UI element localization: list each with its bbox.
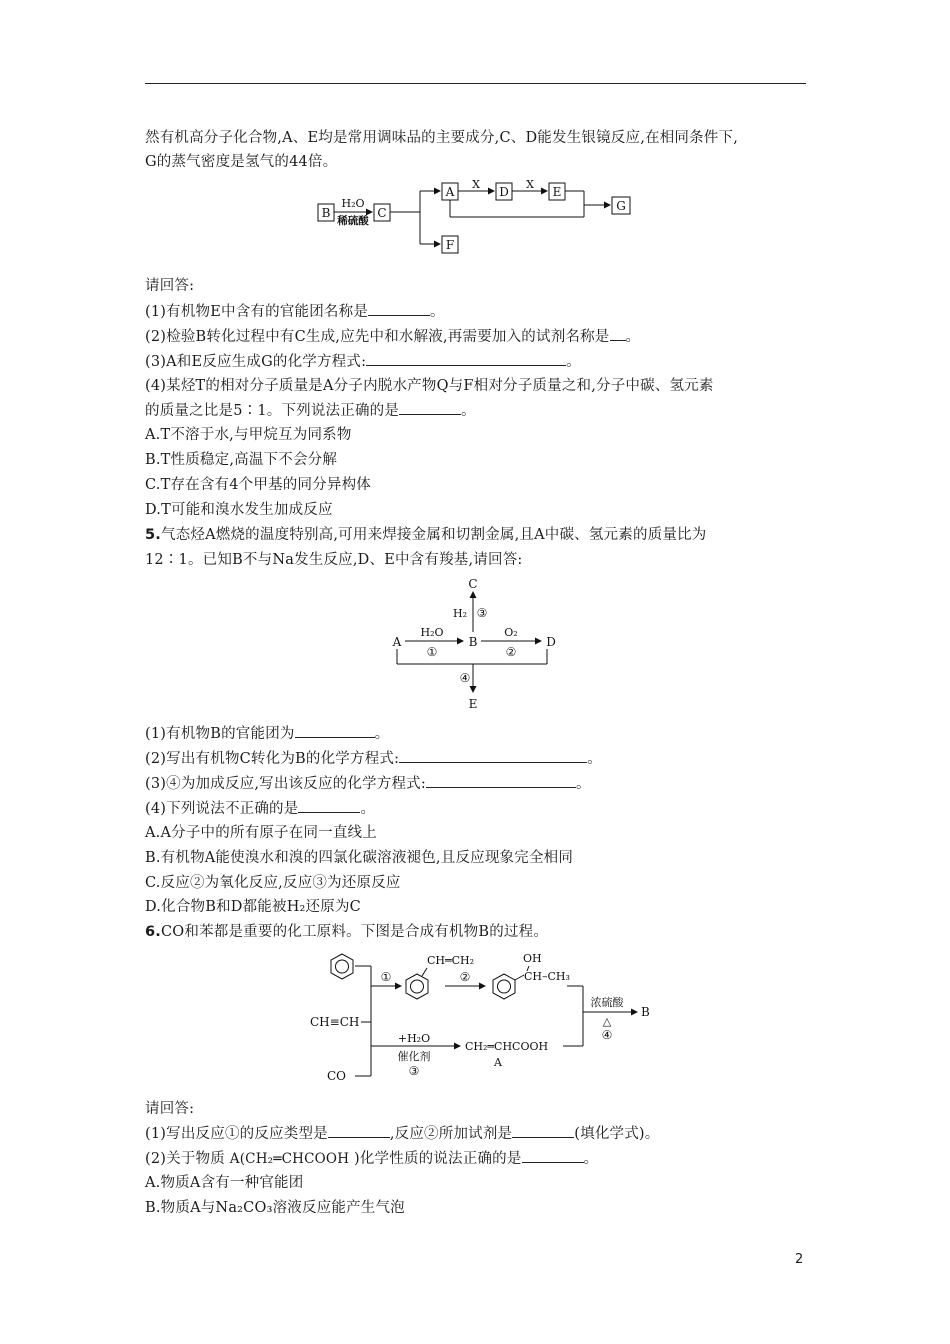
alcohol-chain: CH–CH₃ — [524, 970, 570, 983]
q5-sub-2: (2)写出有机物C转化为B的化学方程式: 。 — [145, 748, 602, 769]
q4-sub-2: (2)检验B转化过程中有C生成,应先中和水解液,再需要加入的试剂名称是 。 — [145, 326, 640, 347]
label-x-2: X — [526, 178, 534, 191]
node-B: B — [468, 635, 478, 649]
page-number: 2 — [795, 1252, 804, 1267]
benzene-ring — [406, 974, 428, 999]
label-x-1: X — [472, 178, 480, 191]
label-conc-acid: 浓硫酸 — [590, 996, 624, 1009]
answer-blank[interactable] — [328, 1123, 390, 1138]
answer-blank[interactable] — [610, 326, 626, 341]
q4-sub-4b: 的质量之比是5∶1。下列说法正确的是 。 — [145, 400, 476, 421]
label-step-2: ② — [505, 645, 517, 659]
label-step-4: ④ — [601, 1028, 613, 1042]
answer-blank[interactable] — [399, 400, 461, 415]
reaction-diagram-1 — [310, 176, 640, 258]
node-C: C — [468, 577, 478, 591]
node-E: E — [468, 697, 478, 711]
intro-line-1: 然有机高分子化合物,A、E均是常用调味品的主要成分,C、D能发生银镜反应,在相同条件下, — [145, 130, 739, 146]
q4-option-b: B.T性质稳定,高温下不会分解 — [145, 452, 338, 468]
styrene-chain: CH═CH₂ — [427, 954, 475, 967]
reactant-co: CO — [327, 1069, 347, 1083]
label-o2: O₂ — [504, 626, 518, 639]
q6-sub-2: (2)关于物质 A(CH₂═CHCOOH )化学性质的说法正确的是 。 — [145, 1148, 598, 1169]
intro-line-2: G的蒸气密度是氢气的44倍。 — [145, 154, 338, 170]
q5-option-b: B.有机物A能使溴水和溴的四氯化碳溶液褪色,且反应现象完全相同 — [145, 850, 574, 866]
answer-blank[interactable] — [366, 351, 566, 366]
label-heat: △ — [602, 1015, 612, 1028]
q5-sub-1: (1)有机物B的官能团为 。 — [145, 723, 389, 744]
synthesis-diagram — [305, 946, 655, 1086]
node-F: F — [445, 238, 455, 252]
q5-option-c: C.反应②为氧化反应,反应③为还原反应 — [145, 875, 401, 891]
benzene-ring — [493, 974, 515, 999]
q5-stem-2: 12∶1。已知B不与Na发生反应,D、E中含有羧基,请回答: — [145, 552, 523, 568]
label-step-3: ③ — [408, 1064, 420, 1078]
product-b-label: B — [641, 1005, 650, 1019]
answer-blank[interactable] — [298, 798, 360, 813]
q5-option-d: D.化合物B和D都能被H₂还原为C — [145, 899, 361, 915]
product-a-label: A — [494, 1056, 502, 1069]
label-step-1: ① — [380, 970, 392, 984]
q4-sub-4a: (4)某烃T的相对分子质量是A分子内脱水产物Q与F相对分子质量之和,分子中碳、氢元素 — [145, 378, 714, 394]
q4-option-c: C.T存在含有4个甲基的同分异构体 — [145, 477, 371, 493]
q4-prompt: 请回答: — [145, 278, 195, 294]
node-A: A — [392, 635, 402, 649]
q6-stem: 6.CO和苯都是重要的化工原料。下图是合成有机物B的过程。 — [145, 924, 549, 940]
label-h2o: H₂O — [341, 197, 365, 210]
q6-prompt: 请回答: — [145, 1101, 195, 1117]
q5-stem-1: 5.气态烃A燃烧的温度特别高,可用来焊接金属和切割金属,且A中碳、氢元素的质量比为 — [145, 527, 707, 543]
node-D: D — [499, 185, 509, 199]
q5-sub-4: (4)下列说法不正确的是 。 — [145, 798, 375, 819]
q4-sub-1: (1)有机物E中含有的官能团名称是 。 — [145, 301, 445, 322]
label-h2: H₂ — [452, 607, 468, 620]
reaction-diagram-2 — [385, 574, 565, 714]
node-G: G — [616, 199, 626, 213]
label-catalyst: 催化剂 — [397, 1050, 431, 1063]
label-step-4: ④ — [459, 671, 471, 685]
answer-blank[interactable] — [512, 1123, 574, 1138]
q5-option-a: A.A分子中的所有原子在同一直线上 — [145, 825, 377, 841]
answer-blank[interactable] — [295, 723, 375, 738]
q5-sub-3: (3)④为加成反应,写出该反应的化学方程式: 。 — [145, 773, 591, 794]
node-C: C — [377, 206, 387, 220]
acrylic-acid-formula: A(CH₂═CHCOOH — [229, 1151, 350, 1167]
q4-option-d: D.T可能和溴水发生加成反应 — [145, 502, 333, 518]
q6-option-b: B.物质A与Na₂CO₃溶液反应能产生气泡 — [145, 1200, 405, 1216]
hydroxyl-group: OH — [523, 952, 542, 965]
answer-blank[interactable] — [399, 748, 587, 763]
q6-sub-1: (1)写出反应①的反应类型是 ,反应②所加试剂是 (填化学式)。 — [145, 1123, 659, 1144]
header-rule — [145, 83, 806, 84]
q6-option-a: A.物质A含有一种官能团 — [145, 1175, 304, 1191]
label-step-2: ② — [459, 970, 471, 984]
label-h2o: H₂O — [420, 626, 444, 639]
q4-option-a: A.T不溶于水,与甲烷互为同系物 — [145, 427, 352, 443]
q4-sub-3: (3)A和E反应生成G的化学方程式: 。 — [145, 351, 581, 372]
answer-blank[interactable] — [368, 301, 430, 316]
label-step-3: ③ — [476, 606, 488, 620]
node-B: B — [321, 206, 331, 220]
answer-blank[interactable] — [522, 1148, 584, 1163]
benzene-ring — [331, 954, 353, 979]
reactant-acetylene: CH≡CH — [310, 1015, 360, 1029]
node-E: E — [552, 185, 562, 199]
label-water: +H₂O — [397, 1032, 431, 1045]
acrylic-acid: CH₂═CHCOOH — [465, 1040, 549, 1053]
label-dilute-acid: 稀硫酸 — [337, 215, 369, 227]
node-A: A — [445, 185, 455, 199]
answer-blank[interactable] — [426, 773, 576, 788]
node-D: D — [546, 635, 556, 649]
label-step-1: ① — [426, 645, 438, 659]
